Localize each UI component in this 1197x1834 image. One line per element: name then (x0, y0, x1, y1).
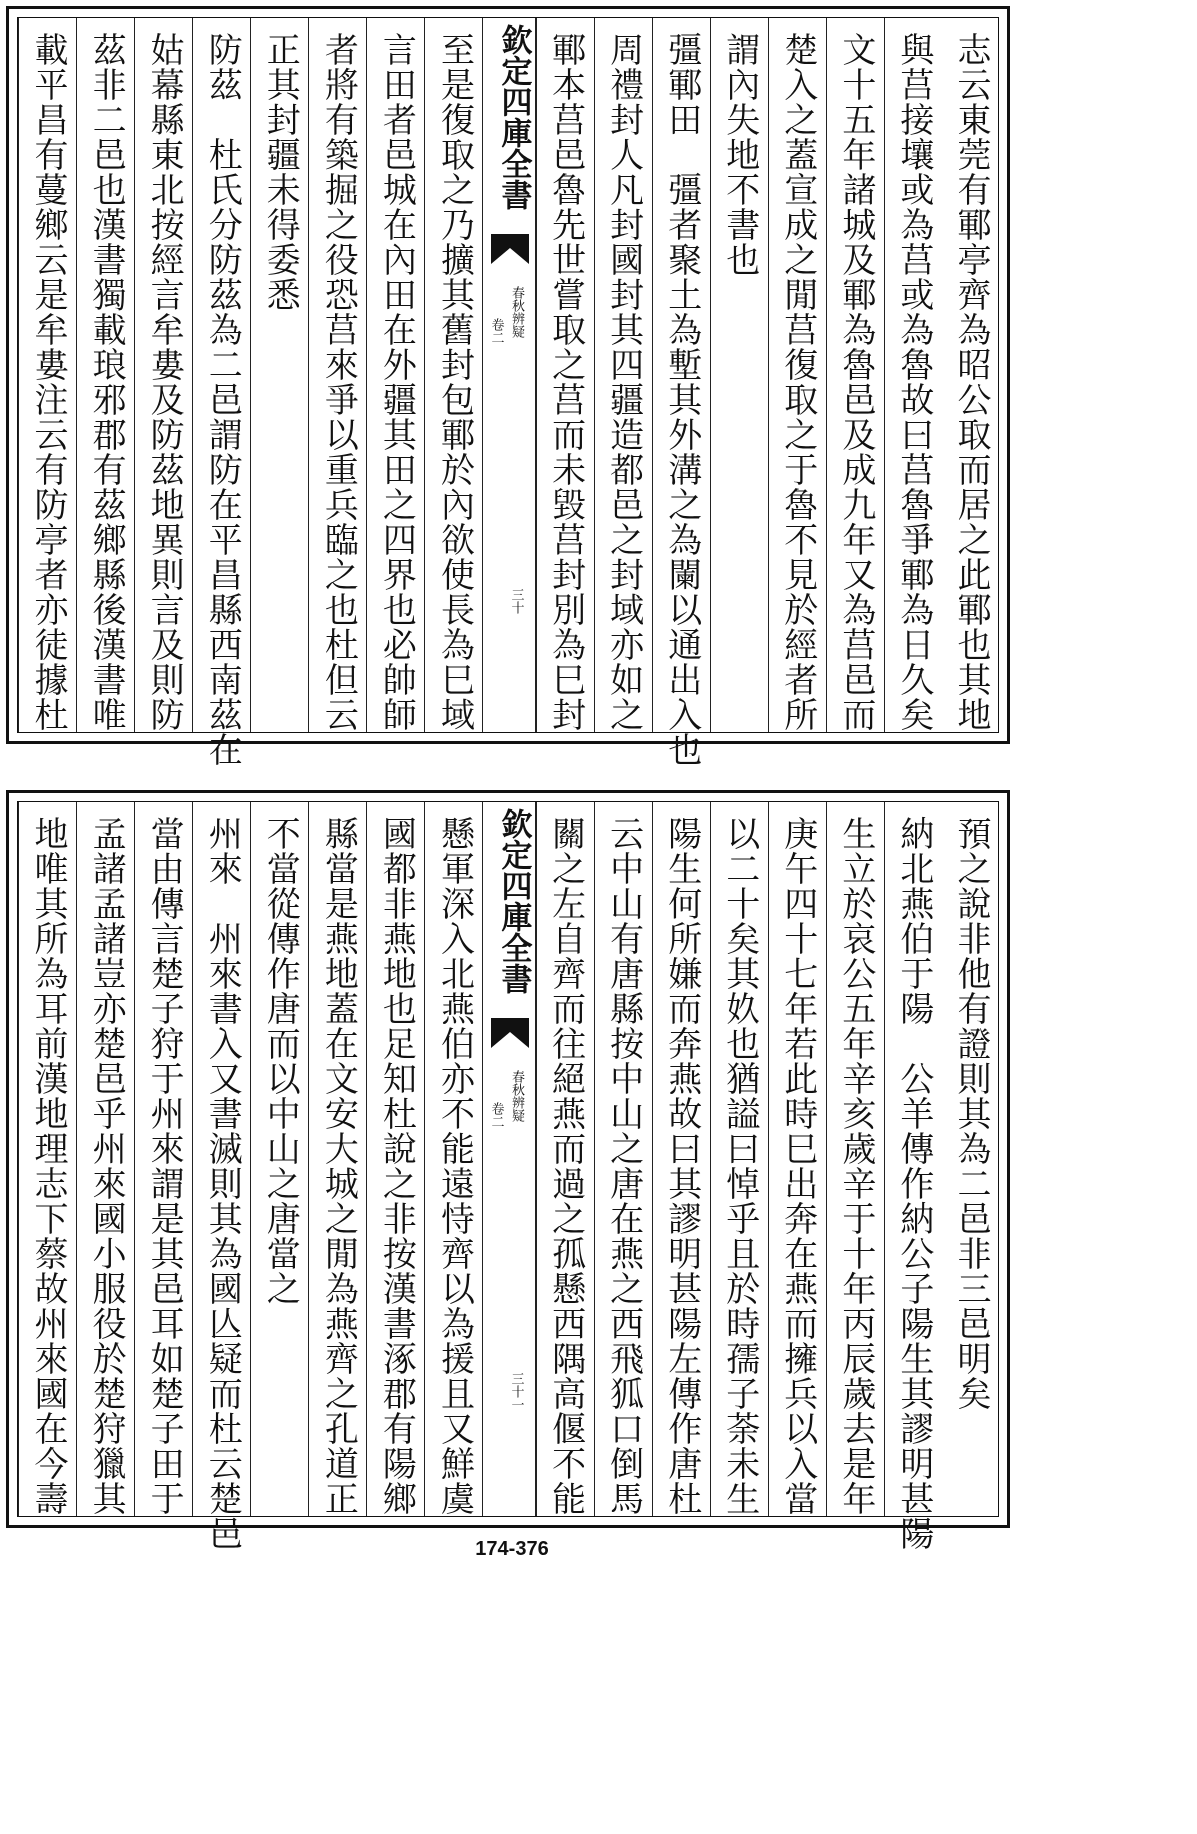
series-title: 欽定四庫全書 (495, 24, 532, 210)
column-text: 云中山有唐縣按中山之唐在燕之西飛狐口倒馬 (603, 816, 644, 1516)
book-title: 春秋辨疑 (508, 286, 524, 338)
series-title: 欽定四庫全書 (495, 808, 532, 994)
text-column (884, 18, 942, 732)
text-column (652, 802, 710, 1516)
text-column (250, 802, 308, 1516)
text-column (424, 802, 482, 1516)
column-text: 姑幕縣東北按經言牟婁及防茲地異則言及則防 (144, 32, 185, 732)
column-text: 彊鄆田 彊者聚土為塹其外溝之為闌以通出入也 (661, 32, 702, 767)
text-column (76, 802, 134, 1516)
text-column (768, 802, 826, 1516)
column-text: 載平昌有蔓鄉云是牟婁注云有防亭者亦徒據杜 (28, 32, 69, 732)
text-column (192, 18, 250, 767)
column-text: 關之左自齊而往絕燕而過之孤懸西隅高偃不能 (545, 816, 586, 1516)
text-column (366, 802, 424, 1516)
text-column (18, 802, 76, 1516)
column-text: 茲非二邑也漢書獨載琅邪郡有茲鄉縣後漢書唯 (86, 32, 127, 732)
fish-tail-upper-ornament (491, 1018, 529, 1048)
text-column (594, 18, 652, 732)
column-text: 志云東莞有鄆亭齊為昭公取而居之此鄆也其地 (950, 32, 991, 732)
column-text: 不當從傳作唐而以中山之唐當之 (260, 816, 301, 1306)
column-text: 謂內失地不書也 (719, 32, 760, 277)
page-number: 174-376 (475, 1538, 549, 1560)
text-column (942, 802, 1000, 1516)
text-column (192, 802, 250, 1551)
column-text: 預之說非他有證則其為二邑非三邑明矣 (950, 816, 991, 1411)
column-text: 陽生何所嫌而奔燕故曰其謬明甚陽左傳作唐杜 (661, 816, 702, 1516)
text-column (250, 18, 308, 732)
center-gutter (482, 18, 535, 732)
column-text: 以二十矣其奺也猶謚曰悼乎且於時孺子荼未生 (719, 816, 760, 1516)
volume-number: 卷二 (488, 318, 504, 344)
fish-tail-upper-ornament (491, 234, 529, 264)
text-column (366, 18, 424, 732)
text-column (134, 802, 192, 1516)
column-text: 納北燕伯于陽 公羊傳作納公子陽生其謬明甚陽 (893, 816, 934, 1551)
column-text: 縣當是燕地蓋在文安大城之閒為燕齊之孔道正 (318, 816, 359, 1516)
volume-number: 卷二 (488, 1102, 504, 1128)
text-column (424, 18, 482, 732)
column-text: 當由傳言楚子狩于州來謂是其邑耳如楚子田于 (144, 816, 185, 1516)
text-column (76, 18, 134, 732)
top-page (6, 6, 1010, 767)
top-page-frame (17, 17, 999, 767)
text-column (942, 18, 1000, 732)
book-title: 春秋辨疑 (508, 1070, 524, 1122)
column-text: 地唯其所為耳前漢地理志下蔡故州來國在今壽 (28, 816, 69, 1516)
text-column (536, 18, 594, 732)
center-gutter (482, 802, 535, 1516)
column-text: 孟諸孟諸豈亦楚邑乎州來國小服役於楚狩獵其 (86, 816, 127, 1516)
text-column (710, 18, 768, 732)
text-column (308, 802, 366, 1516)
text-column (594, 802, 652, 1516)
text-column (652, 18, 710, 767)
column-text: 州來 州來書入又書滅則其為國亾疑而杜云楚邑 (202, 816, 243, 1551)
text-column (884, 802, 942, 1551)
column-text: 至是復取之乃擴其舊封包鄆於內欲使長為巳域 (434, 32, 475, 732)
column-text: 國都非燕地也足知杜說之非按漢書涿郡有陽鄉 (376, 816, 417, 1516)
text-column (308, 18, 366, 732)
column-text: 楚入之蓋宣成之閒莒復取之于魯不見於經者所 (777, 32, 818, 732)
column-text: 防茲 杜氏分防茲為二邑謂防在平昌縣西南茲在 (202, 32, 243, 767)
column-text: 周禮封人凡封國封其四疆造都邑之封域亦如之 (603, 32, 644, 732)
column-text: 言田者邑城在內田在外疆其田之四界也必帥師 (376, 32, 417, 732)
column-text: 者將有築掘之役恐莒來爭以重兵臨之也杜但云 (318, 32, 359, 732)
column-text: 庚午四十七年若此時巳出奔在燕而擁兵以入當 (777, 816, 818, 1516)
text-column (710, 802, 768, 1516)
text-column (768, 18, 826, 732)
text-column (826, 18, 884, 732)
text-column (134, 18, 192, 732)
column-text: 正其封疆未得委悉 (260, 32, 301, 312)
text-column (18, 18, 76, 732)
column-text: 鄆本莒邑魯先世嘗取之莒而未毀莒封別為巳封 (545, 32, 586, 732)
column-text: 懸軍深入北燕伯亦不能遠恃齊以為援且又鮮虞 (434, 816, 475, 1516)
folio-number: 三十 (508, 588, 524, 614)
column-text: 文十五年諸城及鄆為魯邑及成九年又為莒邑而 (835, 32, 876, 732)
text-column (826, 802, 884, 1516)
column-text: 生立於哀公五年辛亥歲辛于十年丙辰歲去是年 (835, 816, 876, 1516)
folio-number: 三十一 (508, 1372, 524, 1411)
column-text: 與莒接壤或為莒或為魯故曰莒魯爭鄆為日久矣 (893, 32, 934, 732)
text-column (536, 802, 594, 1516)
